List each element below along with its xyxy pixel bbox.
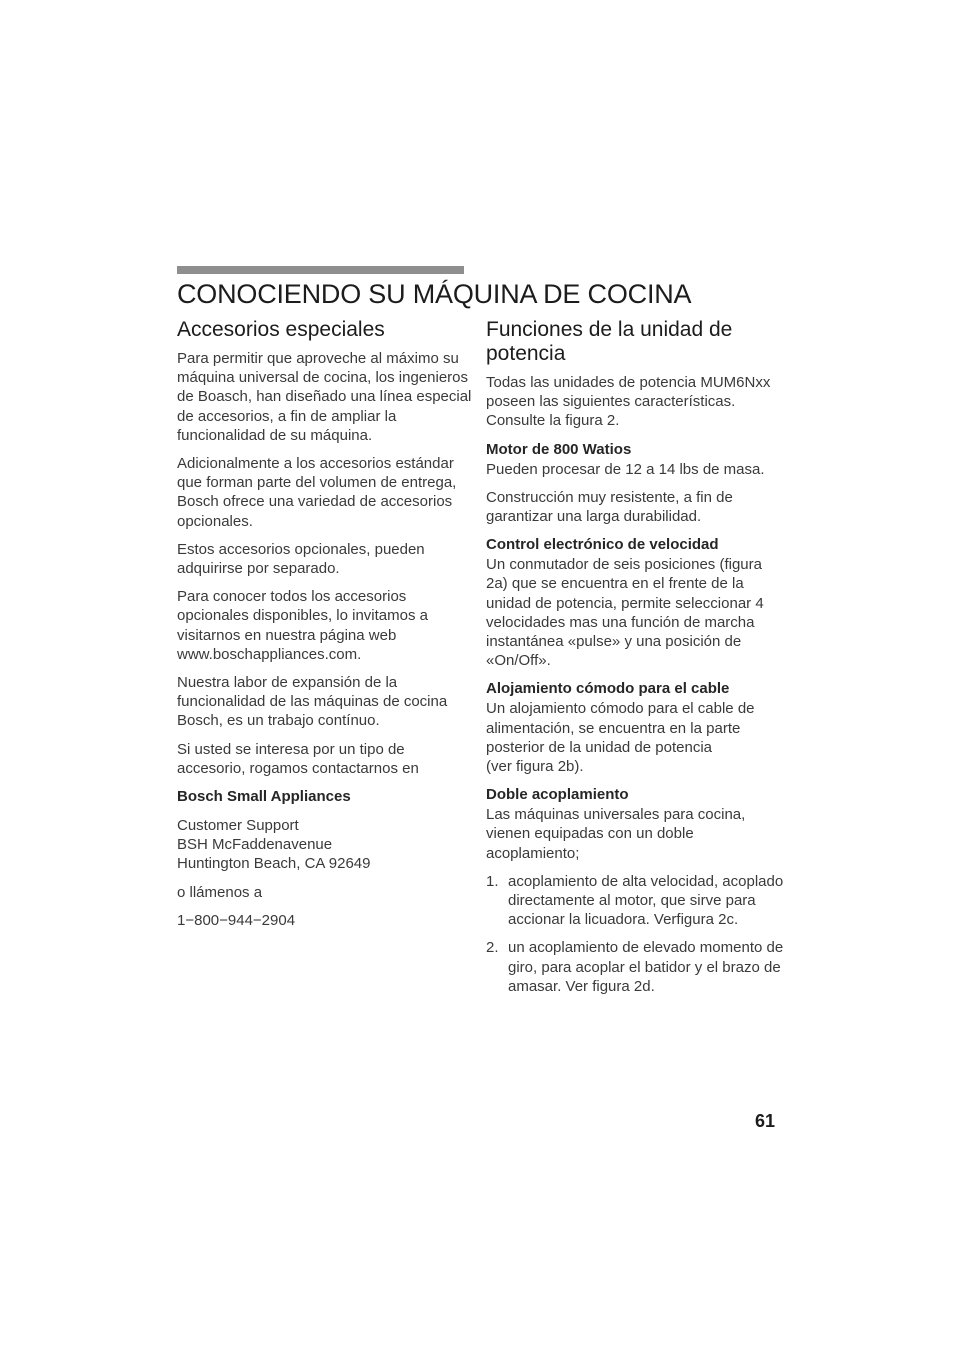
paragraph: Un conmutador de seis posiciones (figura 2a) que se encuentra en el frente de la unidad de potencia, permite seleccionar 4 velocidades mas una función de marcha instantánea «pulse» y una posición de «On/Off». [486,556,764,670]
section-title-motor: Motor de 800 Watios [486,440,632,458]
paragraph: Nuestra labor de expansión de la funcionalidad de las máquinas de cocina Bosch, es un trabajo contínuo. [177,674,448,730]
paragraph: Adicionalmente a los accesorios estándar que forman parte del volumen de entrega, Bosch ofrece una variedad de accesorios opcionales. [177,455,457,530]
list-item [486,872,786,930]
paragraph: Para permitir que aproveche al máximo su máquina universal de cocina, los ingenieros de Boasch, han diseñado una línea especial de accesorios, a fin de ampliar la funcionalidad de su máquina. [177,350,472,444]
paragraph: Las máquinas universales para cocina, vienen equipadas con un doble acoplamiento; [486,806,746,862]
list-item [486,938,786,996]
intro-paragraph: Todas las unidades de potencia MUM6Nxx poseen las siguientes características. Consulte la figura 2. [486,374,771,430]
contact-company: Bosch Small Appliances [177,788,351,806]
list-text: acoplamiento de alta velocidad, acoplado directamente al motor, que sirve para accionar la licuadora. Verfigura 2c. [508,872,784,929]
paragraph: Construcción muy resistente, a fin de garantizar una larga durabilidad. [486,488,733,526]
heading-accesorios: Accesorios especiales [177,318,385,341]
coupling-list [486,872,786,996]
right-column [486,318,786,1005]
section-title-acoplamiento: Doble acoplamiento [486,786,629,804]
page-title: CONOCIENDO SU MÁQUINA DE COCINA [177,279,692,309]
paragraph: Pueden procesar de 12 a 14 lbs de masa. [486,460,765,478]
paragraph: Para conocer todos los accesorios opcionales disponibles, lo invitamos a visitarnos en nuestra página web www.boschappliances.com. [177,588,428,663]
list-text: un acoplamiento de elevado momento de giro, para acoplar el batidor y el brazo de amasar. Ver figura 2d. [508,939,784,995]
left-column [177,318,472,939]
heading-funciones: Funciones de la unidad de potencia [486,318,733,365]
paragraph: Un alojamiento cómodo para el cable de alimentación, se encuentra en la parte posterior de la unidad de potencia (ver figura 2b). [486,700,755,776]
list-number: 1. [486,872,499,890]
title-rule [177,266,464,274]
page-number: 61 [755,1111,776,1131]
paragraph: Estos accesorios opcionales, pueden adquirirse por separado. [177,540,425,578]
paragraph: Si usted se interesa por un tipo de accesorio, rogamos contactarnos en [177,740,419,777]
section-title-alojamiento: Alojamiento cómodo para el cable [486,680,730,698]
section-title-control: Control electrónico de velocidad [486,536,719,554]
contact-address: Customer Support BSH McFaddenavenue Huntington Beach, CA 92649 [177,817,371,873]
contact-call-text: o llámenos a [177,883,263,901]
contact-phone: 1−800−944−2904 [177,911,296,929]
list-number: 2. [486,939,499,957]
